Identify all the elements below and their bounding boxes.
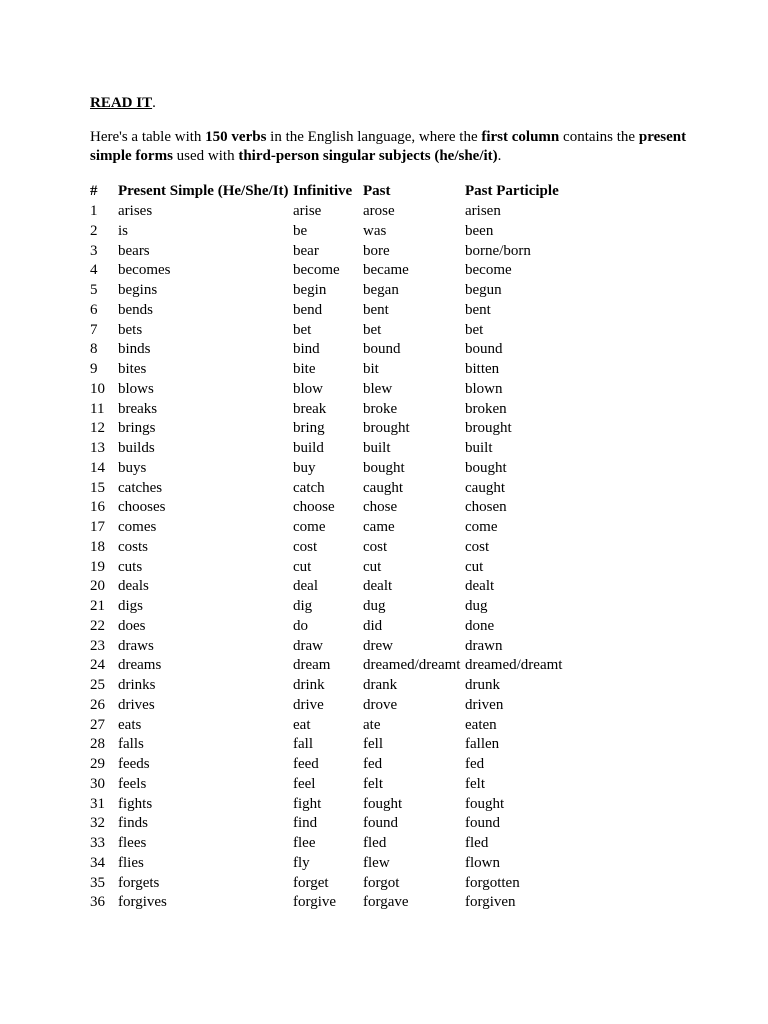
header-past: Past <box>363 183 391 199</box>
present-simple-form: finds <box>118 815 148 832</box>
past-participle-form: caught <box>465 479 505 496</box>
infinitive-form: dream <box>293 657 331 674</box>
past-participle-form: fled <box>465 835 489 851</box>
present-simple-form: dreams <box>118 657 162 674</box>
header-present-simple: Present Simple (He/She/It) <box>118 183 289 199</box>
table-row <box>90 459 570 479</box>
past-form: fell <box>363 736 383 753</box>
intro-text-2: in the English language, where the <box>266 129 482 145</box>
present-simple-form: builds <box>118 440 155 456</box>
infinitive-form: deal <box>293 578 318 595</box>
table-row <box>90 380 570 400</box>
row-number: 34 <box>90 854 105 871</box>
present-simple-form: bends <box>118 301 153 318</box>
table-row <box>90 479 570 499</box>
past-form: flew <box>363 854 390 871</box>
past-participle-form: built <box>465 440 493 456</box>
table-row <box>90 321 570 341</box>
row-number: 12 <box>90 420 105 437</box>
past-participle-form: borne/born <box>465 242 531 259</box>
table-row <box>90 814 570 834</box>
table-row <box>90 617 570 637</box>
table-row <box>90 340 570 360</box>
past-form: felt <box>363 775 383 792</box>
row-number: 14 <box>90 459 105 476</box>
table-row <box>90 538 570 558</box>
present-simple-form: cuts <box>118 558 143 575</box>
intro-text-1: Here's a table with <box>90 129 206 145</box>
infinitive-form: do <box>293 617 308 634</box>
infinitive-form: fly <box>293 854 310 871</box>
table-row <box>90 656 570 676</box>
table-row <box>90 834 570 854</box>
past-participle-form: fed <box>465 756 485 772</box>
table-row <box>90 795 570 815</box>
past-form: bought <box>363 459 405 476</box>
infinitive-form: bend <box>293 301 323 318</box>
row-number: 23 <box>90 637 105 654</box>
row-number: 17 <box>90 519 105 535</box>
infinitive-form: choose <box>293 499 335 516</box>
present-simple-form: breaks <box>118 400 158 417</box>
table-row <box>90 360 570 380</box>
row-number: 36 <box>90 894 105 911</box>
present-simple-form: flies <box>118 854 144 871</box>
row-number: 4 <box>90 262 98 279</box>
table-header-row <box>90 180 570 202</box>
past-form: fought <box>363 795 403 812</box>
infinitive-form: drive <box>293 696 324 713</box>
past-form: built <box>363 440 391 456</box>
intro-paragraph <box>90 128 690 166</box>
table-row <box>90 400 570 420</box>
infinitive-form: forgive <box>293 894 337 911</box>
infinitive-form: find <box>293 815 318 832</box>
table-row <box>90 597 570 617</box>
present-simple-form: flees <box>118 835 147 851</box>
table-row <box>90 716 570 736</box>
past-participle-form: forgotten <box>465 874 520 891</box>
infinitive-form: drink <box>293 677 325 693</box>
present-simple-form: begins <box>118 282 158 298</box>
past-form: bet <box>363 321 382 338</box>
table-row <box>90 637 570 657</box>
row-number: 6 <box>90 301 98 318</box>
intro-text-5: . <box>497 148 502 164</box>
past-form: dreamed/dreamt <box>363 657 461 674</box>
row-number: 15 <box>90 479 105 496</box>
past-form: drank <box>363 677 398 693</box>
past-participle-form: dug <box>465 598 488 614</box>
past-form: cost <box>363 538 388 555</box>
past-participle-form: forgiven <box>465 894 516 911</box>
present-simple-form: buys <box>118 459 147 476</box>
past-participle-form: cut <box>465 558 484 575</box>
present-simple-form: brings <box>118 420 156 437</box>
past-form: forgave <box>363 894 409 911</box>
table-row <box>90 202 570 222</box>
past-form: ate <box>363 716 381 733</box>
past-participle-form: driven <box>465 696 504 713</box>
row-number: 9 <box>90 361 98 377</box>
past-form: drew <box>363 637 393 654</box>
infinitive-form: fall <box>293 736 313 753</box>
table-row <box>90 577 570 597</box>
intro-bold-present-simple: present simple forms <box>90 129 687 164</box>
infinitive-form: begin <box>293 282 327 298</box>
present-simple-form: drives <box>118 696 155 713</box>
infinitive-form: become <box>293 262 340 279</box>
row-number: 5 <box>90 282 98 298</box>
table-row <box>90 696 570 716</box>
intro-bold-first-column: first column <box>481 129 560 145</box>
row-number: 35 <box>90 874 105 891</box>
present-simple-form: costs <box>118 538 148 555</box>
row-number: 19 <box>90 558 105 575</box>
present-simple-form: does <box>118 617 146 634</box>
past-form: drove <box>363 696 398 713</box>
present-simple-form: blows <box>118 380 154 397</box>
table-row <box>90 775 570 795</box>
past-participle-form: been <box>465 222 494 239</box>
present-simple-form: drinks <box>118 677 156 693</box>
present-simple-form: feels <box>118 775 147 792</box>
past-participle-form: bound <box>465 341 503 358</box>
past-form: cut <box>363 558 382 575</box>
header-number: # <box>90 183 98 199</box>
intro-bold-third-person: third-person singular subjects (he/she/it) <box>238 148 498 164</box>
past-participle-form: chosen <box>465 499 507 516</box>
present-simple-form: chooses <box>118 499 166 516</box>
intro-bold-verb-count: 150 verbs <box>205 129 267 145</box>
past-participle-form: bitten <box>465 361 500 377</box>
infinitive-form: cost <box>293 538 318 555</box>
infinitive-form: build <box>293 440 324 456</box>
infinitive-form: dig <box>293 598 313 614</box>
table-row <box>90 439 570 459</box>
infinitive-form: bring <box>293 420 325 437</box>
infinitive-form: feel <box>293 775 316 792</box>
present-simple-form: fights <box>118 795 153 812</box>
row-number: 28 <box>90 736 105 753</box>
table-row <box>90 281 570 301</box>
past-form: dealt <box>363 578 393 595</box>
infinitive-form: catch <box>293 479 325 496</box>
past-participle-form: drunk <box>465 677 500 693</box>
present-simple-form: bites <box>118 361 147 377</box>
present-simple-form: bears <box>118 242 150 259</box>
row-number: 11 <box>90 400 105 417</box>
header-infinitive: Infinitive <box>293 183 353 199</box>
table-row <box>90 498 570 518</box>
table-row <box>90 242 570 262</box>
document-page <box>90 92 690 913</box>
infinitive-form: forget <box>293 874 329 891</box>
table-row <box>90 854 570 874</box>
present-simple-form: binds <box>118 341 151 358</box>
row-number: 18 <box>90 538 105 555</box>
past-form: bound <box>363 341 401 358</box>
heading-title: READ IT <box>90 95 153 111</box>
row-number: 31 <box>90 795 105 812</box>
verb-table-body <box>90 202 570 913</box>
row-number: 16 <box>90 499 105 516</box>
present-simple-form: comes <box>118 519 157 535</box>
infinitive-form: blow <box>293 380 323 397</box>
past-form: fled <box>363 835 387 851</box>
past-participle-form: arisen <box>465 203 501 219</box>
infinitive-form: be <box>293 222 308 239</box>
past-form: blew <box>363 380 393 397</box>
past-form: found <box>363 815 398 832</box>
past-participle-form: fought <box>465 795 505 812</box>
table-row <box>90 222 570 242</box>
past-participle-form: brought <box>465 420 512 437</box>
intro-text-3: contains the <box>559 129 639 145</box>
row-number: 10 <box>90 380 105 397</box>
table-row <box>90 893 570 913</box>
heading-period: . <box>152 95 156 111</box>
row-number: 26 <box>90 696 105 713</box>
row-number: 33 <box>90 835 105 851</box>
row-number: 29 <box>90 756 105 772</box>
infinitive-form: come <box>293 519 326 535</box>
present-simple-form: falls <box>118 736 144 753</box>
past-form: brought <box>363 420 410 437</box>
infinitive-form: bet <box>293 321 312 338</box>
infinitive-form: bear <box>293 242 319 259</box>
present-simple-form: arises <box>118 203 153 219</box>
past-participle-form: done <box>465 617 495 634</box>
present-simple-form: deals <box>118 578 149 595</box>
row-number: 7 <box>90 321 98 338</box>
present-simple-form: feeds <box>118 756 150 772</box>
past-form: caught <box>363 479 403 496</box>
present-simple-form: is <box>118 222 129 239</box>
past-form: bore <box>363 242 390 259</box>
infinitive-form: eat <box>293 716 311 733</box>
past-form: bent <box>363 301 389 318</box>
past-form: became <box>363 262 409 279</box>
past-participle-form: become <box>465 262 512 279</box>
past-form: forgot <box>363 874 400 891</box>
infinitive-form: feed <box>293 756 319 772</box>
row-number: 22 <box>90 617 105 634</box>
row-number: 3 <box>90 242 98 259</box>
past-participle-form: drawn <box>465 637 503 654</box>
past-form: dug <box>363 598 386 614</box>
infinitive-form: bind <box>293 341 320 358</box>
table-row <box>90 419 570 439</box>
header-past-participle: Past Participle <box>465 183 559 199</box>
present-simple-form: draws <box>118 637 154 654</box>
row-number: 20 <box>90 578 105 595</box>
past-participle-form: dreamed/dreamt <box>465 657 563 674</box>
present-simple-form: forgets <box>118 874 160 891</box>
row-number: 25 <box>90 677 105 693</box>
past-form: broke <box>363 400 398 417</box>
row-number: 24 <box>90 657 105 674</box>
past-participle-form: begun <box>465 282 502 298</box>
present-simple-form: digs <box>118 598 144 614</box>
present-simple-form: forgives <box>118 894 167 911</box>
past-participle-form: found <box>465 815 500 832</box>
past-participle-form: fallen <box>465 736 500 753</box>
past-participle-form: bet <box>465 321 484 338</box>
row-number: 21 <box>90 598 105 614</box>
table-row <box>90 301 570 321</box>
infinitive-form: flee <box>293 835 316 851</box>
past-participle-form: broken <box>465 400 507 417</box>
past-participle-form: felt <box>465 775 485 792</box>
infinitive-form: arise <box>293 203 322 219</box>
past-form: chose <box>363 499 398 516</box>
row-number: 2 <box>90 222 98 239</box>
past-participle-form: dealt <box>465 578 495 595</box>
present-simple-form: bets <box>118 321 143 338</box>
row-number: 30 <box>90 775 105 792</box>
infinitive-form: fight <box>293 795 322 812</box>
present-simple-form: becomes <box>118 262 171 279</box>
present-simple-form: catches <box>118 479 163 496</box>
past-participle-form: flown <box>465 854 500 871</box>
infinitive-form: cut <box>293 558 312 575</box>
past-form: came <box>363 519 395 535</box>
table-row <box>90 676 570 696</box>
table-row <box>90 735 570 755</box>
past-form: began <box>363 282 399 298</box>
infinitive-form: break <box>293 400 327 417</box>
past-form: fed <box>363 756 383 772</box>
past-participle-form: blown <box>465 380 503 397</box>
row-number: 27 <box>90 716 105 733</box>
past-participle-form: eaten <box>465 716 497 733</box>
table-row <box>90 261 570 281</box>
past-form: did <box>363 617 383 634</box>
past-form: was <box>363 222 387 239</box>
infinitive-form: buy <box>293 459 316 476</box>
table-row <box>90 518 570 538</box>
row-number: 13 <box>90 440 105 456</box>
table-row <box>90 755 570 775</box>
present-simple-form: eats <box>118 716 142 733</box>
row-number: 1 <box>90 203 98 219</box>
infinitive-form: bite <box>293 361 316 377</box>
past-participle-form: come <box>465 519 498 535</box>
past-participle-form: bent <box>465 301 491 318</box>
intro-text-4: used with <box>172 148 239 164</box>
row-number: 32 <box>90 815 105 832</box>
table-row <box>90 558 570 578</box>
table-row <box>90 874 570 894</box>
row-number: 8 <box>90 341 98 358</box>
past-participle-form: cost <box>465 538 490 555</box>
past-form: arose <box>363 203 395 219</box>
infinitive-form: draw <box>293 637 323 654</box>
verb-table <box>90 180 570 913</box>
past-form: bit <box>363 361 379 377</box>
past-participle-form: bought <box>465 459 507 476</box>
heading <box>90 92 690 114</box>
